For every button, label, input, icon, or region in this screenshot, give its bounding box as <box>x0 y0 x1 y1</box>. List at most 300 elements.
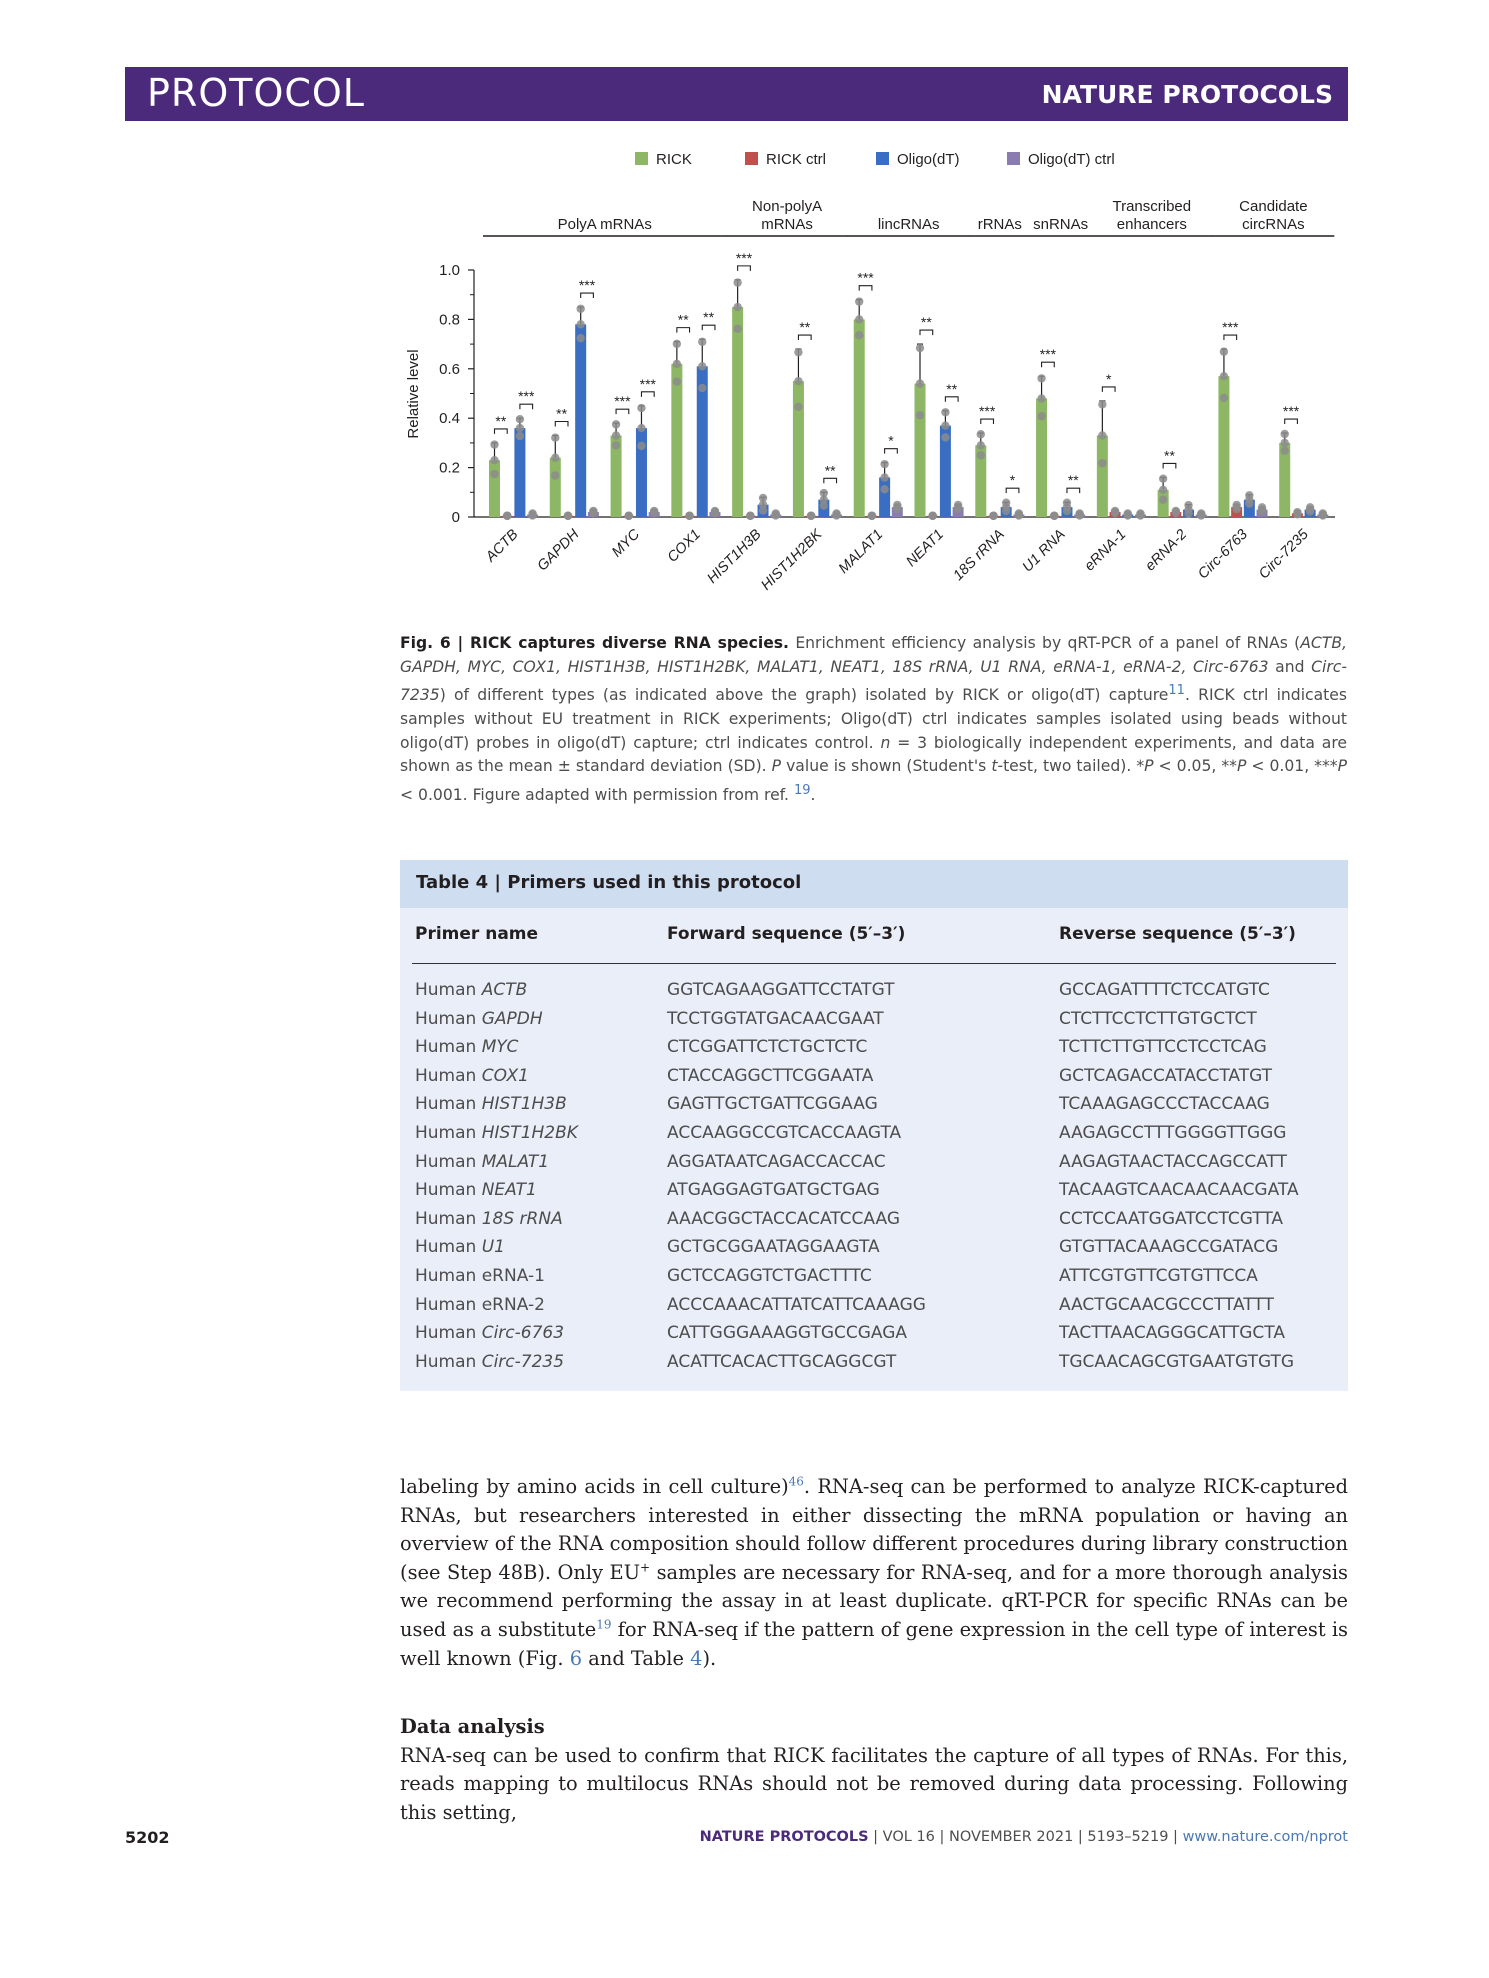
data-point <box>977 451 985 459</box>
primer-species: Human <box>415 1094 482 1115</box>
table-row <box>400 1264 1348 1293</box>
significance-bracket <box>1006 488 1019 493</box>
reverse-sequence-cell: AAGAGTAACTACCAGCCATT <box>1059 1151 1288 1172</box>
significance-bracket <box>859 286 872 291</box>
superscript-plus: + <box>640 1560 651 1575</box>
significance-bracket <box>616 409 629 414</box>
forward-sequence-cell: ACATTCACACTTGCAGGCGT <box>667 1351 897 1372</box>
reverse-sequence-cell: GCCAGATTTTCTCCATGTC <box>1059 980 1270 1000</box>
significance-label: *** <box>1222 319 1239 336</box>
data-point <box>685 512 693 520</box>
primer-name-cell <box>415 980 527 1000</box>
caption-text: and <box>1268 657 1312 676</box>
reverse-sequence-cell: ATTCGTGTTCGTGTTCCA <box>1059 1265 1258 1286</box>
y-tick-label: 0.4 <box>439 410 460 428</box>
significance-bracket <box>1224 335 1237 340</box>
significance-label: ** <box>556 405 568 422</box>
significance-bracket <box>1042 362 1055 367</box>
x-tick-label: COX1 <box>664 526 704 566</box>
data-point <box>794 403 802 411</box>
table-row <box>400 1150 1348 1179</box>
x-tick-label: MALAT1 <box>835 526 887 577</box>
primer-species: Human eRNA-2 <box>415 1294 545 1315</box>
significance-label: *** <box>578 277 596 294</box>
group-label: rRNAs <box>977 216 1022 233</box>
data-point <box>576 305 584 313</box>
data-point <box>564 512 572 520</box>
data-point <box>1037 374 1045 382</box>
data-point <box>794 377 802 385</box>
data-point <box>551 471 559 479</box>
data-point <box>1098 400 1106 408</box>
legend-swatch <box>876 152 889 165</box>
caption-text: ) of different types (as indicated above the graph) isolated by RICK or oligo(dT) capture <box>439 686 1169 705</box>
y-tick-label: 0.2 <box>439 459 460 477</box>
data-point <box>807 512 815 520</box>
figure-6-chart <box>390 140 1340 610</box>
significance-label: *** <box>735 249 753 266</box>
primer-name-cell <box>415 1209 563 1229</box>
primer-gene: HIST1H3B <box>481 1094 567 1115</box>
significance-label: ** <box>799 319 811 336</box>
caption-text: < 0.01, *** <box>1246 757 1338 776</box>
caption-symbol: P <box>771 757 782 776</box>
data-point <box>673 340 681 348</box>
data-point <box>1111 509 1119 517</box>
significance-label: ** <box>946 380 958 397</box>
primer-table <box>400 860 1348 1391</box>
data-point <box>711 509 719 517</box>
group-label: Non-polyA <box>752 198 823 215</box>
data-point <box>855 315 863 323</box>
data-point <box>1159 496 1167 504</box>
data-point <box>772 511 780 519</box>
y-tick-label: 1.0 <box>439 262 460 279</box>
table-row <box>400 1350 1348 1379</box>
bar <box>671 364 682 517</box>
reverse-sequence-cell: GTGTTACAAAGCCGATACG <box>1059 1237 1279 1258</box>
page-number: 5202 <box>125 1828 170 1847</box>
x-tick-label: MYC <box>608 526 644 561</box>
body-text: labeling by amino acids in cell culture) <box>400 1475 789 1498</box>
reverse-sequence-cell: TCTTCTTGTTCCTCCTCAG <box>1059 1037 1267 1058</box>
primer-name-cell <box>415 1237 505 1257</box>
primer-name-cell <box>415 1295 545 1315</box>
caption-text: Enrichment efficiency analysis by qRT-PCR of a panel of RNAs ( <box>788 634 1301 652</box>
data-point <box>929 512 937 520</box>
significance-bracket <box>981 419 994 424</box>
section-label: PROTOCOL <box>147 71 365 115</box>
significance-label: *** <box>1039 346 1057 363</box>
reference-link[interactable]: 19 <box>596 1617 612 1632</box>
forward-sequence-cell: ACCCAAACATTATCATTCAAAGG <box>667 1294 926 1315</box>
caption-symbol: t <box>991 757 998 776</box>
caption-text: = 3 biologically independent experiments, and data are shown as the mean ± standard deviation (SD). <box>400 733 1347 776</box>
significance-bracket <box>738 266 751 271</box>
primer-name-cell <box>415 1323 564 1343</box>
data-point <box>1319 511 1327 519</box>
data-point <box>637 442 645 450</box>
primer-gene: COX1 <box>481 1065 529 1086</box>
data-point <box>746 512 754 520</box>
section-heading: Data analysis <box>400 1715 545 1738</box>
primer-gene: ACTB <box>481 980 528 1000</box>
data-point <box>880 485 888 493</box>
data-point <box>941 433 949 441</box>
significance-bracket <box>677 328 690 333</box>
significance-label: ** <box>495 412 507 429</box>
bar <box>854 319 865 517</box>
data-point <box>551 454 559 462</box>
significance-bracket <box>1163 463 1176 468</box>
x-tick-label: 18S rRNA <box>950 526 1008 584</box>
body-text: samples are necessary for RNA-seq, and for a more thorough analysis we recommend performing the assay in at least duplicate. qRT-PCR for specific RNAs can be used as a substitute <box>400 1560 1348 1641</box>
data-point <box>650 509 658 517</box>
figure-caption <box>400 632 1347 808</box>
legend-label: Oligo(dT) ctrl <box>1028 151 1115 168</box>
primer-species: Human eRNA-1 <box>415 1265 545 1286</box>
data-point <box>916 379 924 387</box>
significance-bracket <box>1285 419 1298 424</box>
group-label: enhancers <box>1116 216 1187 233</box>
data-point <box>637 424 645 432</box>
y-tick-label: 0 <box>451 509 460 526</box>
data-point <box>1293 510 1301 518</box>
primer-species: Human <box>415 1065 482 1086</box>
significance-bracket <box>555 421 568 426</box>
journal-banner <box>125 67 1348 121</box>
reverse-sequence-cell: CCTCCAATGGATCCTCGTTA <box>1059 1208 1284 1229</box>
significance-label: ** <box>1164 447 1175 464</box>
reverse-sequence-cell: TGCAACAGCGTGAATGTGTG <box>1059 1351 1295 1372</box>
caption-symbol: P <box>1144 757 1154 776</box>
table-row <box>400 1064 1348 1093</box>
x-tick-label: U1 RNA <box>1019 526 1069 576</box>
significance-label: *** <box>518 388 535 405</box>
data-analysis-section <box>400 1713 1348 1827</box>
data-point <box>1306 507 1314 515</box>
significance-label: * <box>888 432 894 449</box>
caption-symbol: n <box>880 733 891 752</box>
bar <box>575 324 586 517</box>
forward-sequence-cell: CTCGGATTCTCTGCTCTC <box>667 1037 868 1058</box>
data-point <box>1037 394 1045 402</box>
primer-gene: MALAT1 <box>481 1151 550 1172</box>
data-point <box>1015 511 1023 519</box>
table-row <box>400 1178 1348 1207</box>
primer-name-cell <box>415 1266 545 1286</box>
body-paragraph <box>400 1473 1348 1673</box>
primer-name-cell <box>415 1037 518 1057</box>
data-point <box>1281 430 1289 438</box>
significance-bracket <box>495 429 508 434</box>
forward-sequence-cell: CTACCAGGCTTCGGAATA <box>667 1065 874 1086</box>
table-title-bar <box>400 860 1348 908</box>
data-point <box>855 331 863 339</box>
primer-species: Human <box>415 980 482 1000</box>
footer-info: | VOL 16 | NOVEMBER 2021 | 5193–5219 | <box>868 1829 1183 1845</box>
legend-label: Oligo(dT) <box>897 151 960 168</box>
x-tick-label: ACTB <box>482 526 522 566</box>
footer-url-link[interactable]: www.nature.com/nprot <box>1182 1829 1348 1845</box>
forward-sequence-cell: ACCAAGGCCGTCACCAAGTA <box>667 1122 902 1143</box>
data-point <box>1281 447 1289 455</box>
data-point <box>576 320 584 328</box>
caption-symbol: P <box>1236 757 1247 776</box>
footer-journal: NATURE PROTOCOLS <box>699 1829 869 1845</box>
data-point <box>490 440 498 448</box>
significance-label: ** <box>677 311 689 328</box>
significance-bracket <box>885 449 898 454</box>
table-row <box>400 1092 1348 1121</box>
table-row <box>400 978 1348 1007</box>
data-point <box>673 377 681 385</box>
primer-species: Human <box>415 1351 482 1372</box>
data-point <box>1184 509 1192 517</box>
footer-citation <box>700 1829 1348 1845</box>
data-point <box>516 424 524 432</box>
x-tick-label: Circ-6763 <box>1195 526 1251 583</box>
y-axis-label: Relative level <box>405 349 422 439</box>
reverse-sequence-cell: TACTTAACAGGGCATTGCTA <box>1059 1323 1285 1344</box>
data-point <box>989 512 997 520</box>
data-point <box>1220 348 1228 356</box>
significance-bracket <box>702 325 715 330</box>
group-label: PolyA mRNAs <box>557 216 652 233</box>
x-tick-label: GAPDH <box>534 526 583 575</box>
data-point <box>1136 511 1144 519</box>
caption-text: value is shown (Student's <box>781 757 992 776</box>
group-label: snRNAs <box>1033 216 1089 233</box>
data-point <box>1232 505 1240 513</box>
caption-figure-label: Fig. 6 | RICK captures diverse RNA species. <box>400 634 789 652</box>
caption-text: . <box>810 785 816 804</box>
legend-label: RICK <box>656 151 692 168</box>
data-point <box>1050 512 1058 520</box>
primer-species: Human <box>415 1323 482 1344</box>
data-point <box>733 325 741 333</box>
bar <box>514 428 525 517</box>
reverse-sequence-cell: TACAAGTCAACAACAACGATA <box>1059 1180 1299 1201</box>
significance-bracket <box>920 330 933 335</box>
caption-symbol: P <box>1337 757 1347 776</box>
data-point <box>576 334 584 342</box>
data-point <box>880 473 888 481</box>
data-point <box>977 441 985 449</box>
table-row <box>400 1207 1348 1236</box>
bar <box>732 307 743 517</box>
reverse-sequence-cell: GCTCAGACCATACCTATGT <box>1059 1065 1273 1086</box>
table-row <box>400 1035 1348 1064</box>
caption-text: < 0.05, ** <box>1153 757 1237 776</box>
significance-label: ** <box>1067 472 1079 489</box>
reference-link[interactable]: 46 <box>788 1474 804 1489</box>
group-label: circRNAs <box>1242 216 1305 233</box>
data-point <box>625 512 633 520</box>
forward-sequence-cell: GGTCAGAAGGATTCCTATGT <box>667 980 895 1000</box>
forward-sequence-cell: CATTGGGAAAGGTGCCGAGA <box>667 1323 908 1344</box>
data-point <box>551 434 559 442</box>
data-point <box>832 511 840 519</box>
data-point <box>794 348 802 356</box>
y-tick-label: 0.6 <box>439 360 460 378</box>
primer-gene: 18S rRNA <box>481 1208 563 1229</box>
significance-bracket <box>581 293 594 298</box>
caption-text: < 0.001. Figure adapted with permission from ref. <box>400 785 794 804</box>
data-point <box>916 411 924 419</box>
data-point <box>516 432 524 440</box>
reverse-sequence-cell: AACTGCAACGCCCTTATTT <box>1059 1294 1274 1315</box>
legend-swatch <box>635 152 648 165</box>
bar <box>550 458 561 517</box>
data-point <box>954 505 962 513</box>
data-point <box>868 512 876 520</box>
data-point <box>941 408 949 416</box>
primer-gene: HIST1H2BK <box>481 1122 578 1143</box>
primer-gene: NEAT1 <box>481 1180 537 1201</box>
group-label: Candidate <box>1239 198 1308 215</box>
table-title: Table 4 | Primers used in this protocol <box>416 872 802 893</box>
legend-swatch <box>1007 152 1020 165</box>
data-point <box>941 421 949 429</box>
data-point <box>612 420 620 428</box>
x-tick-label: eRNA-2 <box>1142 526 1191 575</box>
data-point <box>1220 394 1228 402</box>
data-point <box>698 384 706 392</box>
bar <box>915 384 926 517</box>
primer-name-cell <box>415 1152 549 1172</box>
group-label: Transcribed <box>1112 198 1192 215</box>
caption-ref-link[interactable]: 19 <box>793 782 811 798</box>
data-point <box>612 431 620 439</box>
caption-gene: Circ-7235 <box>400 657 1347 705</box>
primer-species: Human <box>415 1208 482 1229</box>
column-header-primer-name: Primer name <box>415 924 539 944</box>
primer-name-cell <box>415 1180 537 1200</box>
figure-link[interactable]: 6 <box>569 1646 583 1670</box>
forward-sequence-cell: AAACGGCTACCACATCCAAG <box>667 1208 901 1229</box>
column-header-reverse: Reverse sequence (5′–3′) <box>1059 924 1296 944</box>
legend-swatch <box>745 152 758 165</box>
x-tick-label: Circ-7235 <box>1255 526 1312 583</box>
caption-genes: ACTB, GAPDH, MYC, COX1, HIST1H3B, HIST1H2BK, MALAT1, NEAT1, 18S rRNA, U1 RNA, eRNA-1, eRNA-2, Circ-6763 <box>400 634 1347 676</box>
data-point <box>637 404 645 412</box>
data-point <box>1159 486 1167 494</box>
data-point <box>1197 511 1205 519</box>
data-point <box>1037 412 1045 420</box>
significance-bracket <box>798 335 811 340</box>
significance-label: *** <box>614 393 631 410</box>
data-point <box>977 430 985 438</box>
significance-label: * <box>1009 472 1016 489</box>
table-row <box>400 1293 1348 1322</box>
x-tick-label: eRNA-1 <box>1081 526 1130 575</box>
primer-gene: U1 <box>481 1237 505 1258</box>
forward-sequence-cell: GCTCCAGGTCTGACTTTC <box>667 1265 872 1286</box>
significance-bracket <box>824 478 837 483</box>
data-point <box>1281 439 1289 447</box>
data-point <box>516 415 524 423</box>
data-point <box>916 344 924 352</box>
body-text: for RNA-seq if the pattern of gene expression in the cell type of interest is well known (Fig. <box>400 1617 1348 1670</box>
forward-sequence-cell: GAGTTGCTGATTCGGAAG <box>667 1094 878 1115</box>
forward-sequence-cell: GCTGCGGAATAGGAAGTA <box>667 1237 880 1258</box>
journal-name: NATURE PROTOCOLS <box>1041 80 1333 109</box>
data-point <box>1098 459 1106 467</box>
caption-ref-link[interactable]: 11 <box>1168 683 1185 699</box>
primer-species: Human <box>415 1037 482 1058</box>
bar <box>636 428 647 517</box>
primer-name-cell <box>415 1123 578 1143</box>
forward-sequence-cell: TCCTGGTATGACAACGAAT <box>667 1008 884 1029</box>
table-row <box>400 1121 1348 1150</box>
significance-bracket <box>520 404 533 409</box>
forward-sequence-cell: ATGAGGAGTGATGCTGAG <box>667 1180 880 1201</box>
group-label: mRNAs <box>761 216 813 233</box>
primer-species: Human <box>415 1008 482 1029</box>
significance-label: ** <box>824 462 836 479</box>
significance-label: ** <box>920 314 932 331</box>
body-text: and Table <box>582 1646 691 1670</box>
x-tick-label: NEAT1 <box>903 526 948 571</box>
primer-name-cell <box>415 1066 529 1086</box>
significance-label: * <box>1105 370 1112 387</box>
primer-gene: Circ-7235 <box>481 1351 565 1372</box>
data-point <box>1098 431 1106 439</box>
reverse-sequence-cell: TCAAAGAGCCCTACCAAG <box>1059 1094 1270 1115</box>
data-point <box>673 360 681 368</box>
data-point <box>880 460 888 468</box>
data-point <box>1220 372 1228 380</box>
table-link[interactable]: 4 <box>690 1646 703 1670</box>
data-point <box>1245 499 1253 507</box>
data-point <box>490 470 498 478</box>
bar <box>1097 435 1108 517</box>
data-point <box>820 501 828 509</box>
data-point <box>503 512 511 520</box>
reverse-sequence-cell: CTCTTCCTCTTGTGCTCT <box>1059 1008 1257 1029</box>
section-text: RNA-seq can be used to confirm that RICK facilitates the capture of all types of RNAs. For this, reads mapping to multilocus RNAs should not be removed during data processing. Following this setting, <box>400 1743 1348 1824</box>
table-row <box>400 1007 1348 1036</box>
significance-label: *** <box>1282 403 1300 420</box>
significance-bracket <box>1102 387 1115 392</box>
primer-name-cell <box>415 1352 564 1372</box>
data-point <box>698 362 706 370</box>
reverse-sequence-cell: AAGAGCCTTTGGGGTTGGG <box>1059 1122 1287 1143</box>
primer-species: Human <box>415 1237 482 1258</box>
data-point <box>1063 507 1071 515</box>
bar <box>879 477 890 517</box>
primer-gene: MYC <box>481 1037 519 1058</box>
data-point <box>612 441 620 449</box>
primer-species: Human <box>415 1122 482 1143</box>
data-point <box>1172 509 1180 517</box>
significance-bracket <box>641 392 654 397</box>
data-point <box>733 278 741 286</box>
x-tick-label: HIST1H2BK <box>758 526 826 594</box>
primer-species: Human <box>415 1151 482 1172</box>
primer-name-cell <box>415 1094 567 1114</box>
table-body <box>400 978 1348 1378</box>
data-point <box>893 505 901 513</box>
bar <box>489 460 500 517</box>
data-point <box>1075 511 1083 519</box>
data-point <box>1258 507 1266 515</box>
significance-label: *** <box>978 403 996 420</box>
data-point <box>759 506 767 514</box>
forward-sequence-cell: AGGATAATCAGACCACCAC <box>667 1151 886 1172</box>
bar <box>793 381 804 517</box>
